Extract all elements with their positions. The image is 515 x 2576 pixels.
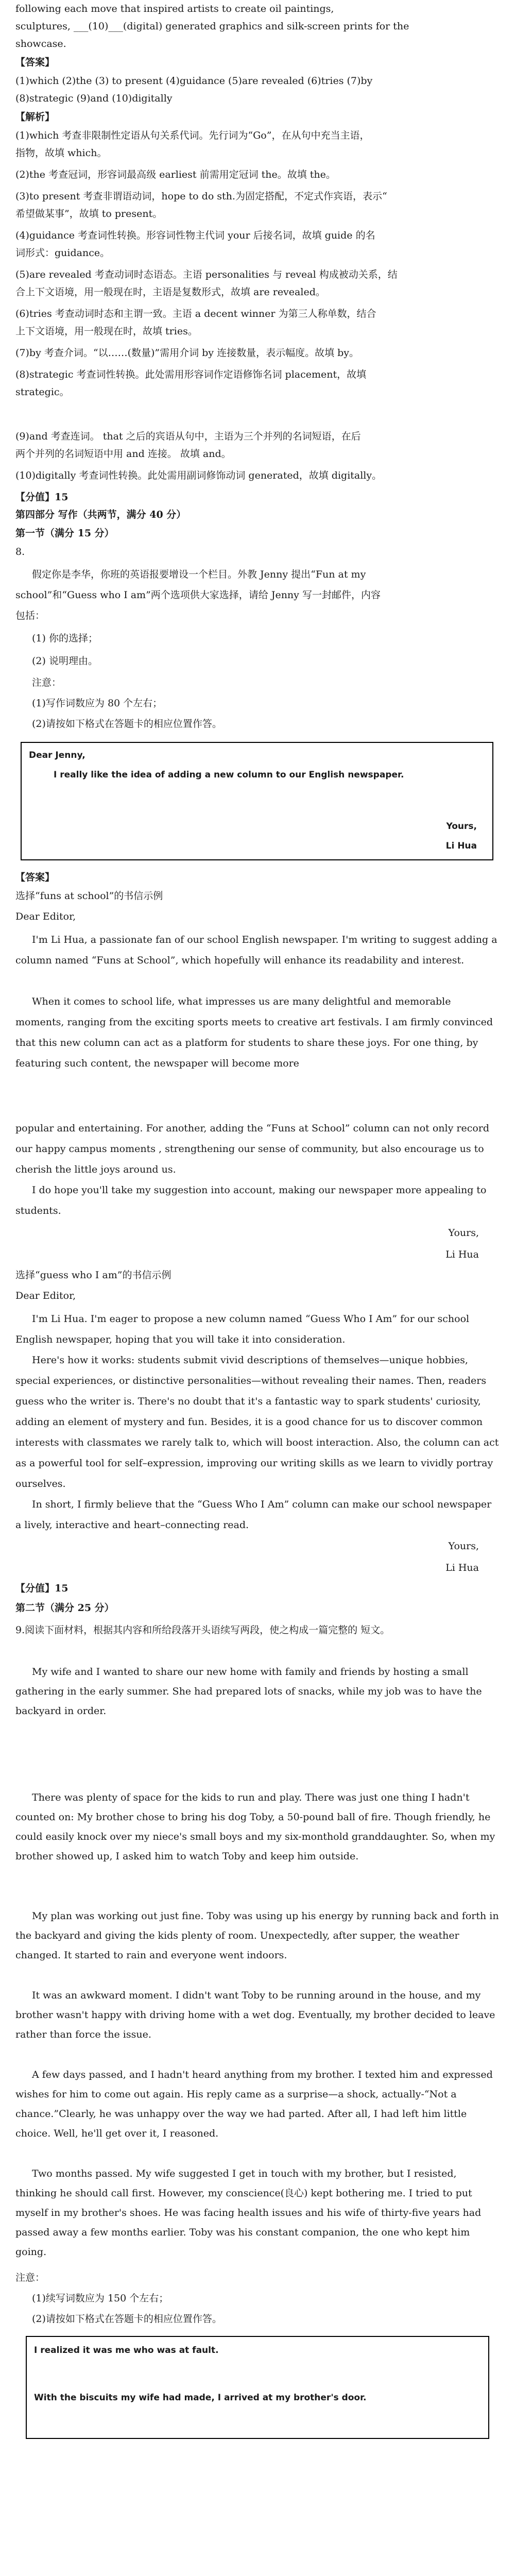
box-greeting: Dear Jenny, <box>29 750 85 760</box>
note-label: 注意： <box>32 677 62 688</box>
part4-score: 【分值】15 <box>15 1583 68 1594</box>
analysis-line: 词形式：guidance。 <box>15 247 110 259</box>
story-paragraph: There was plenty of space for the kids to run and play. There was just one thing I hadn't counted on: My brother chose to bring his dog Toby, a 50-pound ball of fire. Though friendly, he could easily knock over my niece's small boys and my six-monthold granddaughter. So, when my brother showed up, I asked him to watch Toby and keep him outside. <box>15 1792 495 1862</box>
analysis-line: strategic。 <box>15 386 70 398</box>
sample2-closing: Yours, <box>448 1540 479 1552</box>
analysis-line: (5)are revealed 考查动词时态语态。主语 personalities 与 reveal 构成被动关系，结 <box>15 269 398 280</box>
sample2-greeting: Dear Editor, <box>15 1290 76 1301</box>
sample1-para2a: When it comes to school life, what impresses us are many delightful and memorable moments, ranging from the exciting sports meets to creative art festivals. I am firmly convinced that this new column can act as a platform for students to share these joys. For one thing, by featuring such content, the newspaper will become more <box>15 996 493 1069</box>
prompt-line: 包括： <box>15 610 45 621</box>
section2-title: 第二节（满分 25 分） <box>15 1602 114 1614</box>
analysis-line: (6)tries 考查动词时态和主谓一致。主语 a decent winner 为第三人称单数，结合 <box>15 308 376 319</box>
sample1-greeting: Dear Editor, <box>15 911 76 922</box>
q7-answer-label: 【答案】 <box>15 57 55 68</box>
answer-format-box <box>21 742 493 860</box>
sample1-closing: Yours, <box>448 1227 479 1239</box>
analysis-line: (10)digitally 考查词性转换。此处需用副词修饰动词 generated，故填 digitally。 <box>15 470 382 481</box>
analysis-line: 希望做某事”，故填 to present。 <box>15 208 163 219</box>
q7-analysis-label: 【解析】 <box>15 111 55 123</box>
section2-note-label: 注意： <box>15 2272 45 2283</box>
section2-note-line: (1)续写词数应为 150 个左右； <box>32 2293 169 2304</box>
sample1-para3: I do hope you'll take my suggestion into account, making our newspaper more appealing to students. <box>15 1184 487 1216</box>
box-closing: Yours, <box>446 821 477 832</box>
analysis-line: (7)by 考查介词。“以……(数量)”需用介词 by 连接数量，表示幅度。故填 by。 <box>15 347 359 359</box>
story-paragraph: Two months passed. My wife suggested I get in touch with my brother, but I resisted, thinking he should call first. However, my conscience(良心) kept bothering me. I tried to put myself in my brother's shoes. He was facing health issues and his wife of thirty-five years had passed away a few months earlier. Toby was his constant companion, the one who kept him going. <box>15 2168 482 2258</box>
q7-intro-line1: following each move that inspired artists to create oil paintings, <box>15 3 334 14</box>
prompt-line: 假定你是李华，你班的英语报要增设一个栏目。外教 Jenny 提出“Fun at my <box>32 569 366 580</box>
analysis-line: 上下文语境，用一般现在时，故填 tries。 <box>15 326 198 337</box>
prompt-line: school”和“Guess who I am”两个选项供大家选择，请给 Jenny 写一封邮件，内容 <box>15 589 381 601</box>
section2-prompt: 9.阅读下面材料，根据其内容和所给段落开头语续写两段，使之构成一篇完整的 短文。 <box>15 1624 390 1636</box>
q7-intro-line3: showcase. <box>15 38 66 49</box>
story-paragraph: My wife and I wanted to share our new home with family and friends by hosting a small gathering in the early summer. She had prepared lots of snacks, while my job was to have the backyard in order. <box>15 1666 482 1717</box>
sample1-title: 选择“funs at school”的书信示例 <box>15 890 163 902</box>
continuation-line1: I realized it was me who was at fault. <box>34 2345 219 2355</box>
part4-answer-label: 【答案】 <box>15 872 55 883</box>
q7-intro-line2-after: (10)___(digital) generated graphics and silk-screen prints for the <box>88 21 409 32</box>
sample2-para2: Here's how it works: students submit vivid descriptions of themselves—unique hobbies, special experiences, or distinctive personalities—without revealing their names. Then, readers guess who the writer is. There's no doubt that it's a fantastic way to spark students' curiosity, adding an element of mystery and fun. Besides, it is a good chance for us to discover common interests with classmates we rarely talk to, which will boost interaction. Also, the column can act as a powerful tool for self–expression, improving our writing skills as we learn to vividly portray ourselves. <box>15 1354 499 1489</box>
analysis-line: (4)guidance 考查词性转换。形容词性物主代词 your 后接名词，故填 guide 的名 <box>15 230 375 241</box>
sample1-signature: Li Hua <box>445 1249 479 1260</box>
story-paragraph: A few days passed, and I hadn't heard anything from my brother. I texted him and expressed wishes for him to come out again. His reply came as a surprise—a shock, actually-“Not a chance.”Clearly, he was unhappy over the way we had parted. After all, I had left him little choice. Well, he'll get over it, I reasoned. <box>15 2069 493 2139</box>
requirement-point: (1) 你的选择； <box>32 633 98 644</box>
analysis-line: (8)strategic 考查词性转换。此处需用形容词作定语修饰名词 placement，故填 <box>15 369 367 380</box>
requirement-point: (2) 说明理由。 <box>32 655 98 667</box>
analysis-line: (2)the 考查冠词，形容词最高级 earliest 前需用定冠词 the。故填 the。 <box>15 169 336 180</box>
q7-blank: ___ <box>73 21 89 32</box>
q7-intro-line2-before: sculptures, <box>15 21 74 32</box>
analysis-line: 指物，故填 which。 <box>15 147 107 159</box>
analysis-line: (1)which 考查非限制性定语从句关系代词。先行词为“Go”，在从句中充当主语， <box>15 130 370 141</box>
analysis-line: 两个并列的名词短语中用 and 连接。 故填 and。 <box>15 448 231 460</box>
story-paragraph: It was an awkward moment. I didn't want Toby to be running around in the house, and my brother wasn't happy with driving home with a wet dog. Eventually, my brother decided to leave rather than force the issue. <box>15 1990 495 2040</box>
q7-answers-line1: (1)which (2)the (3) to present (4)guidance (5)are revealed (6)tries (7)by <box>15 75 373 87</box>
story-paragraph: My plan was working out just fine. Toby was using up his energy by running back and forth in the backyard and giving the kids plenty of room. Unexpectedly, after supper, the weather changed. It started to rain and everyone went indoors. <box>15 1910 499 1961</box>
section2-note-line: (2)请按如下格式在答题卡的相应位置作答。 <box>32 2313 222 2325</box>
sample2-para3: In short, I firmly believe that the “Guess Who I Am” column can make our school newspaper a lively, interactive and heart–connecting read. <box>15 1499 492 1531</box>
sample1-para2b: popular and entertaining. For another, adding the “Funs at School” column can not only record our happy campus moments , strengthening our sense of community, but also encourage us to cherish the little joys around us. <box>15 1123 490 1175</box>
sample2-para1: I'm Li Hua. I'm eager to propose a new column named “Guess Who I Am” for our school English newspaper, hoping that you will take it into consideration. <box>15 1313 470 1345</box>
q7-answers-line2: (8)strategic (9)and (10)digitally <box>15 93 173 104</box>
part4-section1-title: 第一节（满分 15 分） <box>15 528 114 539</box>
q7-intro-line2 <box>15 18 500 35</box>
continuation-box <box>26 2336 489 2439</box>
sample1-para1: I'm Li Hua, a passionate fan of our school English newspaper. I'm writing to suggest adding a column named “Funs at School”, which hopefully will enhance its readability and interest. <box>15 934 497 966</box>
sample2-signature: Li Hua <box>445 1562 479 1573</box>
note-line: (1)写作词数应为 80 个左右； <box>32 698 163 709</box>
q7-score: 【分值】15 <box>15 492 68 503</box>
note-line: (2)请按如下格式在答题卡的相应位置作答。 <box>32 718 222 730</box>
box-signature: Li Hua <box>445 841 477 851</box>
analysis-line: 合上下文语境，用一般现在时，主语是复数形式，故填 are revealed。 <box>15 286 325 298</box>
continuation-line2: With the biscuits my wife had made, I arrived at my brother's door. <box>34 2393 367 2403</box>
analysis-line: (3)to present 考查非谓语动词，hope to do sth.为固定搭配，不定式作宾语，表示“ <box>15 191 387 202</box>
question-number: 8. <box>15 546 25 557</box>
box-first-line: I really like the idea of adding a new column to our English newspaper. <box>54 770 404 780</box>
sample2-title: 选择“guess who I am”的书信示例 <box>15 1269 171 1281</box>
analysis-line: (9)and 考查连词。 that 之后的宾语从句中，主语为三个并列的名词短语，在后 <box>15 431 361 442</box>
part4-title: 第四部分 写作（共两节，满分 40 分） <box>15 509 186 520</box>
